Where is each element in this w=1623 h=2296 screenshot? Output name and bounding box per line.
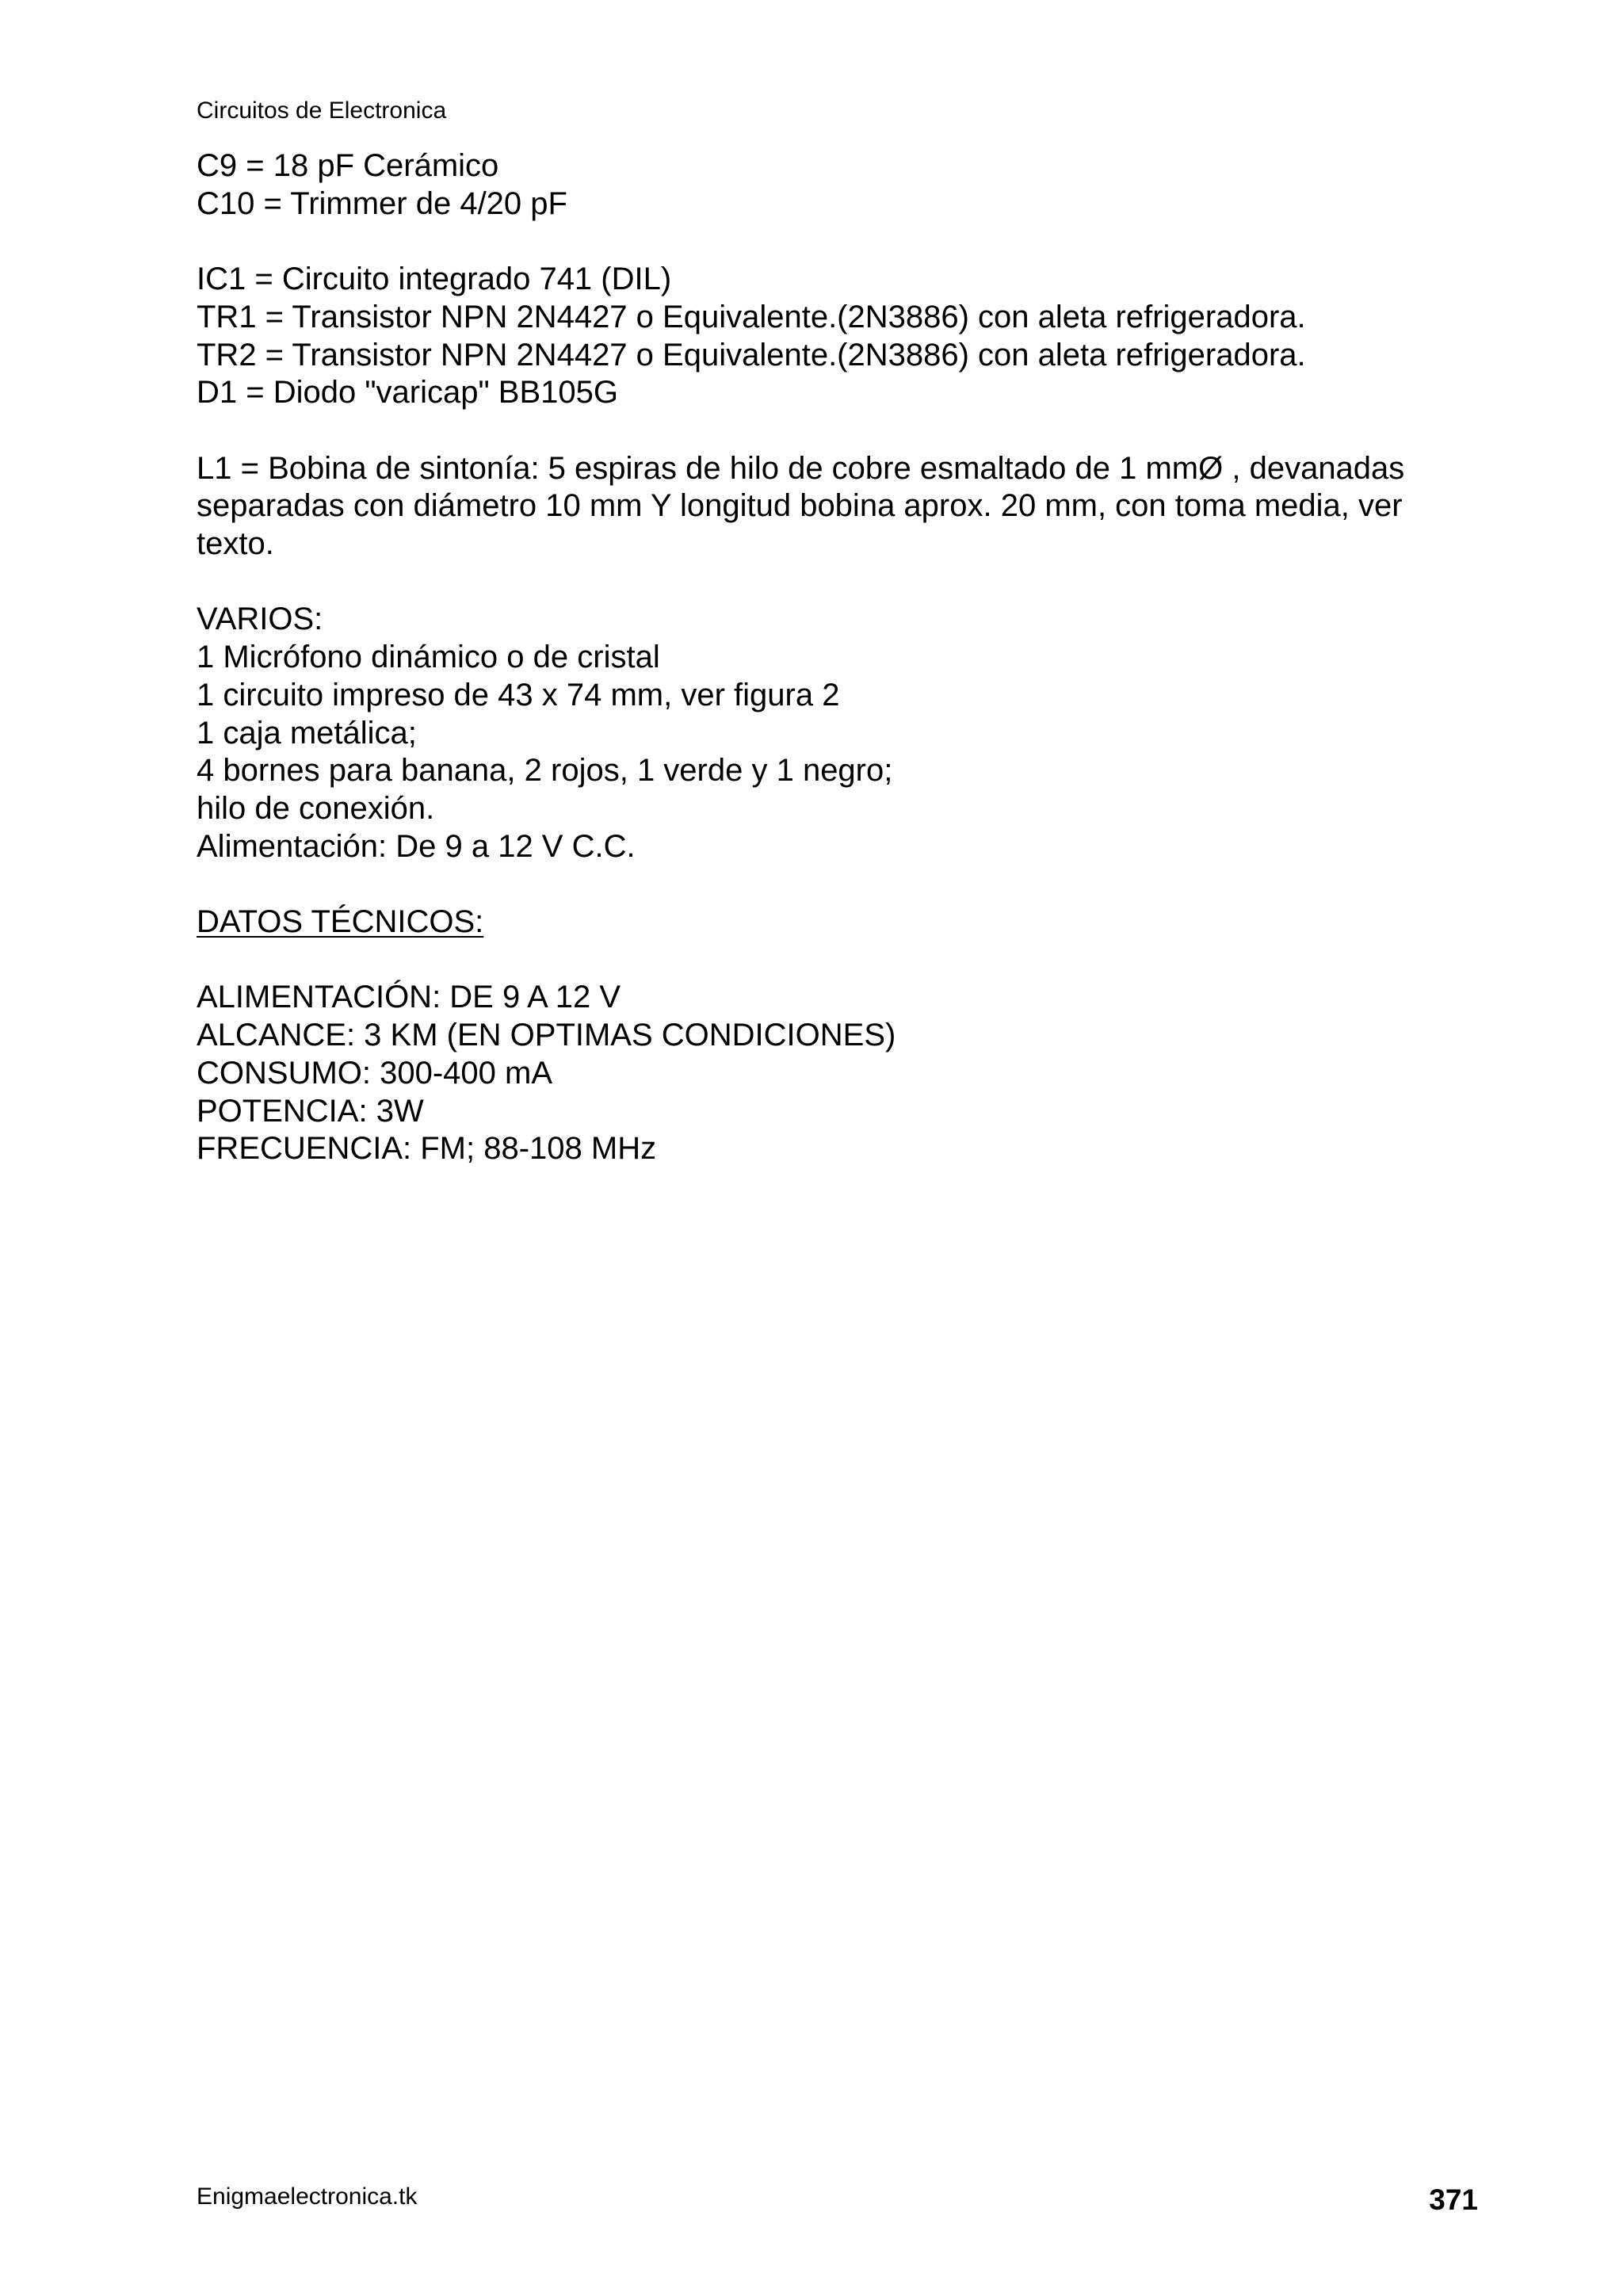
spacer bbox=[197, 223, 1480, 261]
spacer bbox=[197, 412, 1480, 450]
footer-site: Enigmaelectronica.tk bbox=[197, 2183, 418, 2210]
component-tr2: TR2 = Transistor NPN 2N4427 o Equivalente.(2N3886) con aleta refrigeradora. bbox=[197, 337, 1306, 372]
spacer bbox=[197, 942, 1480, 980]
spacer bbox=[197, 865, 1480, 904]
varios-item: 1 circuito impreso de 43 x 74 mm, ver figura 2 bbox=[197, 677, 840, 712]
varios-item: 4 bornes para banana, 2 rojos, 1 verde y 1 negro; bbox=[197, 753, 893, 789]
varios-item: hilo de conexión. bbox=[197, 790, 435, 826]
spacer bbox=[197, 563, 1480, 602]
page-header-title: Circuitos de Electronica bbox=[197, 97, 447, 124]
page-number: 371 bbox=[1429, 2183, 1478, 2216]
component-c10: C10 = Trimmer de 4/20 pF bbox=[197, 185, 567, 221]
spec-alimentacion: ALIMENTACIÓN: DE 9 A 12 V bbox=[197, 980, 621, 1015]
component-d1: D1 = Diodo "varicap" BB105G bbox=[197, 375, 619, 411]
spec-alcance: ALCANCE: 3 KM (EN OPTIMAS CONDICIONES) bbox=[197, 1018, 896, 1053]
varios-item: 1 Micrófono dinámico o de cristal bbox=[197, 640, 660, 675]
component-ic1: IC1 = Circuito integrado 741 (DIL) bbox=[197, 262, 672, 297]
varios-item: 1 caja metálica; bbox=[197, 715, 417, 751]
component-tr1: TR1 = Transistor NPN 2N4427 o Equivalente.(2N3886) con aleta refrigeradora. bbox=[197, 299, 1306, 334]
component-c9: C9 = 18 pF Cerámico bbox=[197, 148, 499, 183]
spec-frecuencia: FRECUENCIA: FM; 88-108 MHz bbox=[197, 1131, 657, 1167]
varios-heading: VARIOS: bbox=[197, 602, 323, 637]
document-body bbox=[197, 147, 1480, 1168]
component-l1: L1 = Bobina de sintonía: 5 espiras de hilo de cobre esmaltado de 1 mmØ , devanadas separadas con diámetro 10 mm Y longitud bobina aprox. 20 mm, con toma media, ver texto. bbox=[197, 450, 1405, 561]
spec-potencia: POTENCIA: 3W bbox=[197, 1093, 424, 1129]
spec-consumo: CONSUMO: 300-400 mA bbox=[197, 1055, 553, 1091]
varios-item: Alimentación: De 9 a 12 V C.C. bbox=[197, 828, 636, 864]
datos-tecnicos-heading: DATOS TÉCNICOS: bbox=[197, 904, 484, 939]
